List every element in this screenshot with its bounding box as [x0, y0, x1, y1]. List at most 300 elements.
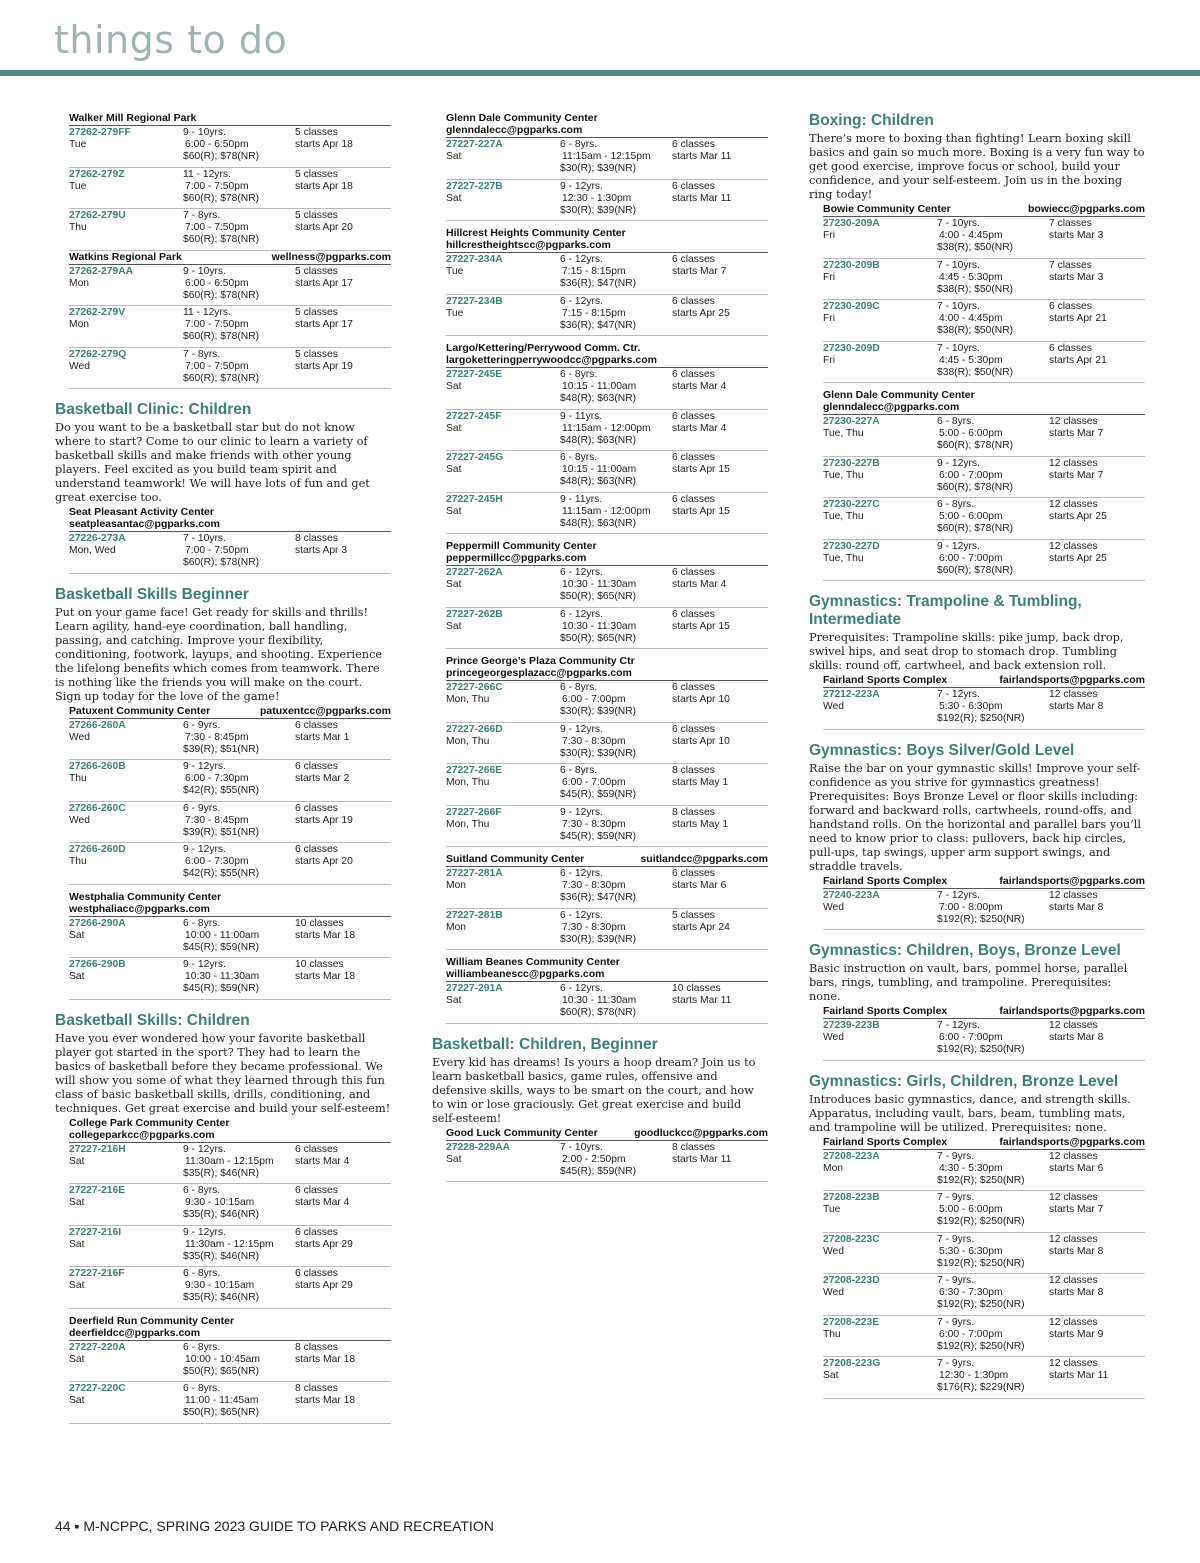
class-count: 12 classes [1049, 1316, 1098, 1328]
class-days: Mon, Wed [69, 545, 116, 556]
start-date: starts May 1 [672, 777, 729, 788]
start-date: starts Mar 18 [295, 929, 356, 941]
class-days: Sat [446, 422, 462, 434]
course-code[interactable]: 27262-279U [69, 210, 126, 221]
class-time: 5:30 - 6:30pm [939, 701, 1003, 712]
class-days: Sat [446, 192, 462, 204]
age-range: 6 - 12yrs. [560, 983, 603, 994]
age-range: 9 - 11yrs. [560, 493, 603, 505]
course-code[interactable]: 27208-223E [823, 1316, 880, 1328]
course-code[interactable]: 27230-209A [823, 218, 880, 229]
course-code[interactable]: 27227-216F [69, 1268, 125, 1279]
age-range: 11 - 12yrs. [183, 307, 231, 318]
class-row [823, 1019, 1145, 1061]
course-code[interactable]: 27227-281A [446, 868, 503, 879]
class-days: Thu [69, 856, 87, 867]
class-count: 6 classes [672, 567, 715, 578]
class-row [823, 300, 1145, 342]
course-code[interactable]: 27208-223C [823, 1233, 880, 1245]
age-range: 7 - 8yrs. [183, 210, 221, 221]
course-code[interactable]: 27208-223G [823, 1358, 881, 1369]
class-time: 10:30 - 11:30am [562, 995, 637, 1006]
class-days: Fri [823, 354, 836, 366]
class-time: 7:30 - 8:30pm [562, 880, 626, 891]
class-fee: $35(R); $46(NR) [183, 1167, 260, 1179]
class-fee: $38(R); $50(NR) [937, 283, 1014, 295]
class-row [823, 1274, 1145, 1316]
class-days: Mon, Thu [446, 818, 490, 830]
course-code[interactable]: 27266-260D [69, 844, 126, 855]
class-time: 10:30 - 11:30am [185, 971, 260, 982]
start-date: starts Mar 11 [672, 192, 732, 204]
class-row [69, 1226, 391, 1268]
class-days: Mon, Thu [446, 777, 490, 788]
age-range: 7 - 10yrs. [560, 1141, 603, 1153]
class-fee: $48(R); $63(NR) [560, 476, 637, 487]
class-count: 12 classes [1049, 540, 1098, 552]
class-count: 5 classes [672, 909, 715, 921]
class-count: 6 classes [672, 254, 715, 265]
age-range: 7 - 8yrs. [183, 348, 221, 360]
class-row [823, 259, 1145, 301]
age-range: 7 - 12yrs. [937, 689, 980, 700]
age-range: 9 - 12yrs. [937, 457, 980, 469]
class-days: Wed [823, 1287, 844, 1298]
class-time: 6:00 - 7:00pm [562, 777, 626, 788]
start-date: starts Mar 11 [1049, 1370, 1109, 1381]
age-range: 9 - 12yrs. [560, 180, 603, 192]
age-range: 6 - 8yrs. [560, 765, 598, 776]
course-code[interactable]: 27227-216I [69, 1226, 122, 1238]
course-code[interactable]: 27230-209B [823, 259, 880, 271]
class-row [823, 1316, 1145, 1358]
course-code[interactable]: 27208-223B [823, 1192, 880, 1203]
section-description: Every kid has dreams! Is yours a hoop dream? Join us to learn basketball basics, game rules, offensive and defensive skills, ways to be smart on the court, and how to win or lose graciously. Get great exercise and build self-esteem! [432, 1055, 756, 1125]
class-fee: $38(R); $50(NR) [937, 366, 1014, 378]
class-days: Mon, Thu [446, 735, 490, 747]
age-range: 6 - 9yrs. [183, 719, 221, 731]
start-date: starts Mar 8 [1049, 901, 1104, 913]
class-list [809, 415, 1145, 581]
class-days: Sat [446, 151, 462, 162]
class-count: 6 classes [295, 844, 338, 855]
class-row [823, 415, 1145, 457]
start-date: starts Mar 18 [295, 1353, 356, 1365]
course-code[interactable]: 27227-227B [446, 180, 503, 192]
course-code[interactable]: 27262-279FF [69, 127, 131, 138]
course-code[interactable]: 27240-223A [823, 889, 880, 901]
start-date: starts Apr 25 [1049, 552, 1107, 564]
course-code[interactable]: 27227-266F [446, 806, 502, 818]
age-range: 6 - 9yrs. [183, 802, 221, 814]
class-fee: $42(R); $55(NR) [183, 868, 260, 879]
start-date: starts Apr 29 [295, 1238, 353, 1250]
class-row [69, 1341, 391, 1383]
class-row [446, 608, 768, 650]
class-count: 12 classes [1049, 416, 1098, 427]
start-date: starts Mar 9 [1049, 1328, 1104, 1340]
class-days: Tue [69, 139, 87, 150]
class-days: Tue [69, 180, 87, 192]
class-row [823, 457, 1145, 499]
class-days: Mon [69, 277, 90, 289]
start-date: starts Mar 4 [295, 1155, 350, 1167]
class-time: 5:30 - 6:30pm [939, 1245, 1003, 1257]
class-count: 7 classes [1049, 259, 1092, 271]
class-time: 7:15 - 8:15pm [562, 307, 626, 319]
class-row [69, 760, 391, 802]
class-count: 7 classes [1049, 218, 1092, 229]
course-code[interactable]: 27226-273A [69, 533, 126, 544]
start-date: starts Mar 2 [295, 773, 350, 784]
start-date: starts Apr 15 [672, 505, 730, 517]
class-days: Tue [446, 266, 464, 277]
class-days: Wed [69, 731, 90, 743]
column-1 [55, 112, 391, 1424]
class-row [446, 909, 768, 951]
class-row [69, 168, 391, 210]
class-time: 6:00 - 7:00pm [939, 1032, 1003, 1043]
class-row [69, 1184, 391, 1226]
class-fee: $60(R); $78(NR) [183, 192, 260, 204]
class-days: Sat [69, 971, 85, 982]
class-count: 6 classes [672, 369, 715, 380]
age-range: 9 - 12yrs. [183, 844, 226, 855]
section-title: Gymnastics: Children, Boys, Bronze Level [809, 942, 1121, 959]
age-range: 9 - 12yrs. [560, 723, 603, 735]
class-fee: $45(R); $59(NR) [183, 941, 260, 953]
start-date: starts Mar 8 [1049, 1245, 1104, 1257]
course-code[interactable]: 27227-245H [446, 493, 503, 505]
class-fee: $60(R); $78(NR) [183, 557, 260, 568]
class-row [823, 1150, 1145, 1192]
class-time: 10:30 - 11:30am [562, 620, 637, 632]
course-code[interactable]: 27227-245E [446, 369, 503, 380]
class-count: 6 classes [672, 723, 715, 735]
class-row [69, 802, 391, 844]
age-range: 6 - 8yrs. [560, 452, 598, 463]
class-list [55, 532, 391, 574]
class-count: 6 classes [295, 1143, 338, 1155]
class-count: 6 classes [295, 1185, 338, 1196]
class-row [446, 681, 768, 723]
class-time: 11:30am - 12:15pm [185, 1155, 274, 1167]
class-fee: $36(R); $47(NR) [560, 892, 637, 903]
age-range: 6 - 8yrs. [937, 499, 975, 510]
start-date: starts Mar 6 [1049, 1162, 1104, 1174]
class-time: 6:30 - 7:30pm [939, 1287, 1003, 1298]
course-code[interactable]: 27266-290A [69, 917, 126, 929]
course-code[interactable]: 27208-223A [823, 1150, 880, 1162]
class-fee: $176(R); $229(NR) [937, 1382, 1025, 1393]
class-count: 6 classes [672, 682, 715, 693]
section-title: Gymnastics: Trampoline & Tumbling, Intermediate [809, 593, 1082, 628]
class-count: 10 classes [672, 983, 721, 994]
class-time: 4:30 - 5:30pm [939, 1162, 1003, 1174]
age-range: 7 - 12yrs. [937, 1020, 980, 1031]
class-fee: $192(R); $250(NR) [937, 713, 1025, 724]
course-code[interactable]: 27227-262A [446, 567, 503, 578]
class-row [69, 306, 391, 348]
course-code[interactable]: 27230-209C [823, 301, 880, 312]
class-count: 8 classes [672, 806, 715, 818]
class-time: 5:00 - 6:00pm [939, 428, 1003, 439]
class-time: 4:45 - 5:30pm [939, 271, 1003, 283]
class-time: 5:00 - 6:00pm [939, 511, 1003, 522]
class-time: 10:15 - 11:00am [562, 381, 637, 392]
class-count: 12 classes [1049, 457, 1098, 469]
class-row [446, 764, 768, 806]
class-fee: $39(R); $51(NR) [183, 743, 260, 755]
course-code[interactable]: 27227-234B [446, 295, 503, 307]
section-description: Raise the bar on your gymnastic skills! Improve your self-confidence as you strive for gymnastics greatness! Prerequisites: Boys Bronze Level or floor skills including: forward and backward rolls, cartwheels, round-offs, and handstand rolls. On the horizontal and parallel bars you’ll need to know prior to class: pullovers, back hip circles, pull-ups, tap swings, upper arm support swings, and straddle travels. [809, 761, 1141, 873]
class-count: 5 classes [295, 348, 338, 360]
class-count: 8 classes [295, 1341, 338, 1353]
class-row [446, 410, 768, 452]
course-code[interactable]: 27266-260A [69, 719, 126, 731]
course-code[interactable]: 27239-223B [823, 1020, 880, 1031]
class-row [69, 265, 391, 307]
class-count: 6 classes [672, 180, 715, 192]
course-code[interactable]: 27208-223D [823, 1275, 880, 1286]
class-row [823, 540, 1145, 582]
class-list [432, 1141, 768, 1183]
age-range: 6 - 8yrs. [183, 1383, 221, 1394]
column-3 [809, 112, 1145, 1399]
start-date: starts Apr 15 [672, 620, 730, 632]
course-code[interactable]: 27227-262B [446, 608, 503, 620]
location-header: Fairland Sports Complex fairlandsports@pgparks.com [823, 874, 1145, 887]
start-date: starts Mar 18 [295, 971, 356, 982]
start-date: starts Apr 21 [1049, 313, 1107, 324]
start-date: starts Mar 11 [672, 995, 732, 1006]
course-code[interactable]: 27227-266C [446, 682, 503, 693]
class-count: 12 classes [1049, 1192, 1098, 1203]
class-days: Fri [823, 313, 836, 324]
class-row [446, 806, 768, 848]
age-range: 7 - 9yrs. [937, 1233, 975, 1245]
course-code[interactable]: 27262-279AA [69, 265, 134, 277]
start-date: starts Mar 8 [1049, 1287, 1104, 1298]
course-code[interactable]: 27266-260B [69, 761, 126, 772]
class-list [432, 253, 768, 336]
location-header: William Beanes Community Center williambeanescc@pgparks.com [446, 956, 768, 982]
class-count: 6 classes [672, 139, 715, 150]
start-date: starts Mar 18 [295, 1395, 356, 1406]
age-range: 9 - 11yrs. [560, 410, 603, 422]
course-code[interactable]: 27230-227A [823, 416, 880, 427]
course-code[interactable]: 27228-229AA [446, 1141, 511, 1153]
course-code[interactable]: 27227-220A [69, 1341, 126, 1353]
class-row [69, 958, 391, 1000]
class-count: 6 classes [672, 295, 715, 307]
location-header: Westphalia Community Center westphaliacc@pgparks.com [69, 891, 391, 917]
course-code[interactable]: 27227-220C [69, 1383, 126, 1394]
class-fee: $60(R); $78(NR) [183, 331, 260, 342]
age-range: 9 - 12yrs. [937, 540, 980, 552]
class-fee: $30(R); $39(NR) [560, 204, 637, 216]
class-list [55, 126, 391, 251]
course-code[interactable]: 27227-266D [446, 723, 503, 735]
age-range: 6 - 8yrs. [183, 917, 221, 929]
class-days: Thu [823, 1328, 841, 1340]
class-row [69, 126, 391, 168]
course-code[interactable]: 27262-279Z [69, 168, 125, 180]
location-header: Deerfield Run Community Center deerfieldcc@pgparks.com [69, 1315, 391, 1341]
course-code[interactable]: 27262-279Q [69, 348, 127, 360]
location-header: Watkins Regional Park wellness@pgparks.com [69, 250, 391, 263]
age-range: 6 - 8yrs. [560, 682, 598, 693]
class-row [823, 217, 1145, 259]
location-header: Peppermill Community Center peppermillcc@pgparks.com [446, 540, 768, 566]
age-range: 6 - 12yrs. [560, 567, 603, 578]
class-count: 6 classes [295, 761, 338, 772]
class-time: 7:00 - 8:00pm [939, 901, 1003, 913]
class-time: 10:15 - 11:00am [562, 464, 637, 475]
class-fee: $42(R); $55(NR) [183, 785, 260, 796]
class-fee: $39(R); $51(NR) [183, 826, 260, 838]
class-row [69, 209, 391, 251]
class-fee: $30(R); $39(NR) [560, 706, 637, 717]
class-time: 9:30 - 10:15am [185, 1280, 255, 1291]
location-header: Glenn Dale Community Center glenndalecc@pgparks.com [446, 112, 768, 138]
class-time: 7:00 - 7:50pm [185, 360, 249, 372]
course-code[interactable]: 27227-281B [446, 909, 503, 921]
class-row [823, 498, 1145, 540]
start-date: starts May 1 [672, 818, 729, 830]
class-time: 6:00 - 7:30pm [185, 773, 249, 784]
class-fee: $192(R); $250(NR) [937, 1257, 1025, 1269]
section-title: Boxing: Children [809, 112, 934, 129]
course-code[interactable]: 27230-227D [823, 540, 880, 552]
start-date: starts Apr 24 [672, 921, 730, 933]
course-code[interactable]: 27212-223A [823, 689, 880, 700]
course-code[interactable]: 27227-234A [446, 254, 503, 265]
class-days: Sat [446, 995, 462, 1006]
course-code[interactable]: 27230-227C [823, 499, 880, 510]
class-time: 11:15am - 12:00pm [562, 422, 651, 434]
class-days: Wed [823, 1032, 844, 1043]
age-range: 6 - 8yrs. [937, 416, 975, 427]
age-range: 7 - 9yrs. [937, 1316, 975, 1328]
class-time: 2:00 - 2:50pm [562, 1153, 626, 1165]
location-header: College Park Community Center collegeparkcc@pgparks.com [69, 1117, 391, 1143]
class-days: Wed [69, 360, 90, 372]
section-description: There’s more to boxing than fighting! Learn boxing skill basics and gain so much more. Boxing is a very fun way to get good exercise, improve focus or school, build your confidence, and your self-esteem. Join us in the boxing ring today! [809, 132, 1145, 201]
class-fee: $36(R); $47(NR) [560, 319, 637, 331]
class-fee: $60(R); $78(NR) [183, 234, 260, 245]
start-date: starts Mar 3 [1049, 230, 1104, 241]
course-code[interactable]: 27230-209D [823, 342, 880, 354]
location-header: Good Luck Community Center goodluckcc@pgparks.com [446, 1126, 768, 1139]
class-count: 5 classes [295, 265, 338, 277]
class-list [55, 265, 391, 390]
age-range: 7 - 12yrs. [937, 889, 980, 901]
location-header: Largo/Kettering/Perrywood Comm. Ctr. largoketteringperrywoodcc@pgparks.com [446, 342, 768, 368]
start-date: starts Apr 15 [672, 464, 730, 475]
course-code[interactable]: 27230-227B [823, 457, 880, 469]
start-date: starts Apr 20 [295, 222, 353, 233]
class-row [69, 348, 391, 390]
course-code[interactable]: 27227-245F [446, 410, 502, 422]
start-date: starts Mar 7 [1049, 1204, 1104, 1215]
class-row [823, 1357, 1145, 1399]
class-count: 10 classes [295, 917, 344, 929]
age-range: 9 - 12yrs. [183, 1226, 226, 1238]
class-row [69, 719, 391, 761]
class-days: Mon [69, 319, 90, 330]
age-range: 9 - 12yrs. [183, 761, 226, 772]
start-date: starts Apr 29 [295, 1280, 353, 1291]
class-time: 12:30 - 1:30pm [939, 1370, 1009, 1381]
course-code[interactable]: 27262-279V [69, 307, 126, 318]
age-range: 6 - 12yrs. [560, 608, 603, 620]
course-code[interactable]: 27227-216H [69, 1143, 126, 1155]
class-time: 4:45 - 5:30pm [939, 354, 1003, 366]
course-code[interactable]: 27266-260C [69, 802, 126, 814]
section-title: Gymnastics: Boys Silver/Gold Level [809, 741, 1075, 759]
class-days: Mon, Thu [446, 694, 490, 705]
section-title: Basketball Skills: Children [55, 1011, 250, 1029]
course-code[interactable]: 27227-266E [446, 765, 503, 776]
class-row [823, 1191, 1145, 1233]
class-days: Sat [69, 1197, 85, 1208]
start-date: starts Mar 8 [1049, 701, 1104, 712]
start-date: starts Apr 18 [295, 180, 353, 192]
class-count: 5 classes [295, 210, 338, 221]
course-code[interactable]: 27227-216E [69, 1185, 126, 1196]
class-row [446, 138, 768, 180]
course-code[interactable]: 27266-290B [69, 959, 126, 970]
class-row [446, 451, 768, 493]
class-days: Sat [446, 579, 462, 590]
section-description: Have you ever wondered how your favorite basketball player got started in the sport? They had to learn the basics of basketball before they became professional. We will show you some of what they learned through this fun class of basic basketball skills, drills, conditioning, and techniques. Get great exercise and build your self-esteem! [55, 1031, 391, 1115]
class-time: 11:15am - 12:00pm [562, 505, 651, 517]
class-count: 6 classes [295, 1226, 338, 1238]
class-count: 12 classes [1049, 1150, 1098, 1162]
class-count: 6 classes [672, 410, 715, 422]
location-header: Hillcrest Heights Community Center hillcrestheightscc@pgparks.com [446, 227, 768, 253]
start-date: starts Apr 21 [1049, 354, 1107, 366]
class-days: Sat [69, 1280, 85, 1291]
class-fee: $192(R); $250(NR) [937, 1216, 1025, 1227]
start-date: starts Apr 25 [1049, 511, 1107, 522]
class-time: 7:00 - 7:50pm [185, 180, 249, 192]
start-date: starts Mar 8 [1049, 1032, 1104, 1043]
class-row [69, 917, 391, 959]
class-count: 6 classes [672, 493, 715, 505]
age-range: 7 - 10yrs. [937, 259, 980, 271]
class-fee: $38(R); $50(NR) [937, 242, 1014, 253]
class-row [69, 1267, 391, 1309]
start-date: starts Apr 19 [295, 814, 353, 826]
age-range: 7 - 10yrs. [183, 533, 226, 544]
start-date: starts Mar 4 [672, 579, 727, 590]
age-range: 7 - 9yrs. [937, 1192, 975, 1203]
course-code[interactable]: 27227-227A [446, 139, 503, 150]
class-fee: $50(R); $65(NR) [560, 591, 637, 602]
class-fee: $38(R); $50(NR) [937, 325, 1014, 336]
course-code[interactable]: 27227-245G [446, 452, 504, 463]
start-date: starts Apr 3 [295, 545, 348, 556]
class-fee: $45(R); $59(NR) [560, 789, 637, 800]
course-code[interactable]: 27227-291A [446, 983, 503, 994]
class-days: Fri [823, 230, 836, 241]
class-row [823, 688, 1145, 730]
class-days: Sat [446, 464, 462, 475]
class-time: 10:00 - 11:00am [185, 929, 260, 941]
class-count: 12 classes [1049, 1020, 1098, 1031]
